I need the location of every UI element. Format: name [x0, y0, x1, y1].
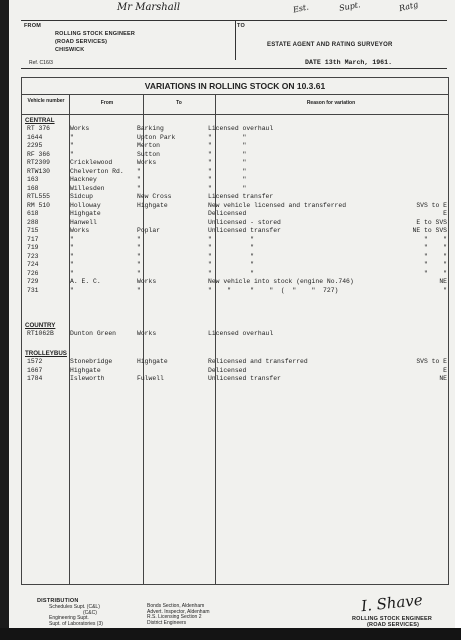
- dist-item: District Engineers: [147, 619, 187, 626]
- table-row: [9, 134, 455, 142]
- to-depot: ": [137, 252, 141, 260]
- vehicle-number: 163: [27, 176, 39, 183]
- to-depot: ": [137, 176, 141, 183]
- table-row: [9, 151, 455, 159]
- from-depot: Willesden: [70, 184, 105, 192]
- from-depot: ": [70, 269, 74, 277]
- vehicle-number: RT1062B: [27, 330, 54, 337]
- vehicle-number: RT 376: [27, 125, 51, 132]
- to-depot: ": [137, 269, 141, 277]
- section-central: CENTRAL: [25, 117, 55, 124]
- variation-reason: Relicensed and transferred: [208, 358, 308, 365]
- from-depot: Works: [70, 227, 90, 234]
- to-depot: ": [137, 235, 141, 243]
- from-depot: ": [70, 261, 74, 268]
- table-row: [9, 159, 455, 167]
- allocation-change: ": [443, 286, 447, 294]
- allocation-change: " ": [423, 235, 447, 243]
- vehicle-number: RTL555: [27, 193, 51, 200]
- from-depot: ": [70, 286, 74, 294]
- from-line-2: (ROAD SERVICES): [55, 39, 108, 45]
- vehicle-number: 715: [27, 227, 39, 234]
- to-depot: Highgate: [137, 358, 168, 365]
- table-row: [9, 278, 455, 286]
- from-depot: Hackney: [70, 176, 97, 183]
- from-depot: Sidcup: [70, 193, 94, 200]
- to-depot: New Cross: [137, 193, 172, 200]
- allocation-change: E: [443, 366, 447, 374]
- table-row: [9, 253, 455, 261]
- to-depot: ": [137, 184, 141, 192]
- to-depot: ": [137, 244, 141, 251]
- dist-item: Bonds Section, Aldenham: [147, 603, 205, 609]
- variation-reason: " ": [208, 244, 255, 251]
- to-depot: Barking: [137, 125, 164, 132]
- signatory-title-1: ROLLING STOCK ENGINEER: [352, 616, 433, 622]
- col-reason: Reason for variation: [306, 100, 356, 106]
- vehicle-number: RF 366: [27, 150, 51, 158]
- distribution-label: DISTRIBUTION: [37, 598, 79, 604]
- allocation-change: " ": [423, 252, 447, 260]
- table-row: [9, 287, 455, 295]
- table-row: [9, 330, 455, 338]
- dist-item: Advert. Inspector, Aldenham: [147, 608, 210, 615]
- from-depot: ": [70, 142, 74, 149]
- vehicle-number: 1644: [27, 133, 43, 141]
- table-row: [9, 236, 455, 244]
- from-depot: Hanwell: [70, 218, 97, 226]
- to-depot: ": [137, 167, 141, 175]
- variation-reason: " ": [208, 235, 255, 243]
- vehicle-number: 717: [27, 235, 39, 243]
- variation-reason: Unlicensed - stored: [208, 218, 281, 226]
- vehicle-number: RTW130: [27, 167, 51, 175]
- distribution-list-1: [49, 605, 103, 627]
- table-row: [9, 375, 455, 383]
- allocation-change: E: [443, 210, 447, 217]
- table-row: [9, 270, 455, 278]
- from-depot: Cricklewood: [70, 159, 113, 166]
- vehicle-number: 729: [27, 278, 39, 285]
- document-date: DATE 13th March, 1961.: [305, 59, 393, 66]
- variation-reason: Unlicensed transfer: [208, 375, 281, 382]
- variation-reason: " ": [208, 133, 247, 141]
- from-depot: Holloway: [70, 201, 101, 209]
- to-depot: Works: [137, 159, 157, 166]
- vehicle-number: RT2309: [27, 159, 51, 166]
- variation-reason: " ": [208, 269, 255, 277]
- variation-reason: New vehicle licensed and transferred: [208, 201, 347, 209]
- section-country: COUNTRY: [25, 322, 56, 329]
- variation-reason: " ": [208, 176, 247, 183]
- vehicle-number: 724: [27, 261, 39, 268]
- to-label: TO: [237, 23, 245, 29]
- vehicle-number: 1784: [27, 375, 43, 382]
- to-depot: Merton: [137, 142, 161, 149]
- variation-reason: " ": [208, 252, 255, 260]
- table-row: [9, 261, 455, 269]
- ref-number: Ref. C16/3: [29, 60, 53, 66]
- vehicle-number: 726: [27, 269, 39, 277]
- vehicle-number: 168: [27, 184, 39, 192]
- from-depot: Dunton Green: [70, 330, 117, 337]
- variation-reason: Delicensed: [208, 366, 247, 374]
- to-depot: Works: [137, 278, 157, 285]
- col-to: To: [176, 100, 182, 106]
- variation-reason: " ": [208, 150, 247, 158]
- from-depot: Works: [70, 125, 90, 132]
- handwritten-initials-3: Ratg: [398, 0, 420, 14]
- dist-item: (C&C): [83, 609, 97, 616]
- vehicle-number: 288: [27, 218, 39, 226]
- signature: I. Shave: [360, 590, 424, 616]
- table-row: [9, 176, 455, 184]
- scan-edge-bottom: [0, 628, 461, 640]
- table-row: [9, 142, 455, 150]
- allocation-change: " ": [423, 261, 447, 268]
- from-line-1: ROLLING STOCK ENGINEER: [55, 31, 136, 37]
- from-depot: Isleworth: [70, 375, 105, 382]
- vehicle-number: 618: [27, 210, 39, 217]
- to-depot: Sutton: [137, 150, 161, 158]
- col-from: From: [100, 100, 114, 106]
- table-row: [9, 358, 455, 366]
- vehicle-number: 2295: [27, 142, 43, 149]
- document-page: [9, 0, 455, 628]
- variation-reason: " ": [208, 261, 255, 268]
- vehicle-number: 1572: [27, 358, 43, 365]
- distribution-list-2: [147, 604, 210, 626]
- variation-reason: New vehicle into stock (engine No.746): [208, 278, 354, 285]
- to-line: ESTATE AGENT AND RATING SURVEYOR: [267, 42, 393, 48]
- variation-reason: " ": [208, 167, 247, 175]
- dist-item: Supt. of Laboratories (3): [49, 620, 103, 627]
- dist-item: Engineering Supt.: [49, 615, 89, 622]
- table-header: [22, 94, 448, 115]
- variation-reason: Unlicensed transfer: [208, 227, 281, 234]
- allocation-change: NE: [439, 375, 447, 382]
- from-depot: ": [70, 244, 74, 251]
- table-row: [9, 185, 455, 193]
- vehicle-number: 1667: [27, 366, 43, 374]
- allocation-change: E to SVS: [416, 218, 447, 226]
- col-vehicle: Vehicle number: [27, 98, 65, 104]
- dist-item: Schedules Supt. (C&L): [49, 604, 100, 610]
- table-row: [9, 202, 455, 210]
- table-row: [9, 227, 455, 235]
- scan-edge-left: [0, 0, 9, 640]
- allocation-change: SVS to E: [416, 201, 447, 209]
- to-depot: ": [137, 286, 141, 294]
- handwritten-initials-2: Supt.: [338, 0, 362, 13]
- to-depot: Upton Park: [137, 133, 176, 141]
- to-depot: Poplar: [137, 227, 161, 234]
- table-row: [9, 210, 455, 218]
- to-depot: Highgate: [137, 201, 168, 209]
- variation-reason: Licensed transfer: [208, 193, 274, 200]
- from-depot: Stonebridge: [70, 358, 113, 365]
- to-depot: Works: [137, 330, 157, 337]
- table-row: [9, 244, 455, 252]
- to-depot: ": [137, 261, 141, 268]
- variation-reason: " ": [208, 159, 247, 166]
- from-line-3: CHISWICK: [55, 47, 85, 53]
- handwritten-initials-1: Est.: [292, 2, 310, 15]
- allocation-change: " ": [423, 244, 447, 251]
- from-depot: Highgate: [70, 210, 101, 217]
- allocation-change: SVS to E: [416, 358, 447, 365]
- variation-reason: " ": [208, 142, 247, 149]
- vehicle-number: 731: [27, 286, 39, 294]
- allocation-change: NE to SVS: [412, 227, 447, 234]
- from-depot: ": [70, 235, 74, 243]
- vehicle-number: 723: [27, 252, 39, 260]
- table-row: [9, 367, 455, 375]
- vehicle-number: RM 510: [27, 201, 51, 209]
- from-label: FROM: [24, 23, 41, 29]
- from-depot: Chelverton Rd.: [70, 167, 124, 175]
- allocation-change: NE: [439, 278, 447, 285]
- signatory-title-2: (ROAD SERVICES): [367, 622, 420, 628]
- from-depot: Highgate: [70, 366, 101, 374]
- table-row: [9, 168, 455, 176]
- table-row: [9, 193, 455, 201]
- variation-reason: " " " " ( " " 727): [208, 286, 339, 294]
- dist-item: R.S. Licensing Section 2: [147, 614, 202, 621]
- table-row: [9, 125, 455, 133]
- table-title: VARIATIONS IN ROLLING STOCK ON 10.3.61: [22, 78, 448, 95]
- from-depot: ": [70, 252, 74, 260]
- table-row: [9, 219, 455, 227]
- variation-reason: " ": [208, 184, 247, 192]
- variation-reason: Licensed overhaul: [208, 330, 274, 337]
- to-depot: Fulwell: [137, 375, 164, 382]
- handwritten-addressee: Mr Marshall: [117, 2, 181, 13]
- allocation-change: " ": [423, 269, 447, 277]
- vehicle-number: 719: [27, 244, 39, 251]
- variation-reason: Licensed overhaul: [208, 125, 274, 132]
- from-depot: ": [70, 150, 74, 158]
- from-depot: ": [70, 133, 74, 141]
- variation-reason: Delicensed: [208, 210, 247, 217]
- section-trolleybus: TROLLEYBUS: [25, 350, 67, 357]
- from-depot: A. E. C.: [70, 278, 101, 285]
